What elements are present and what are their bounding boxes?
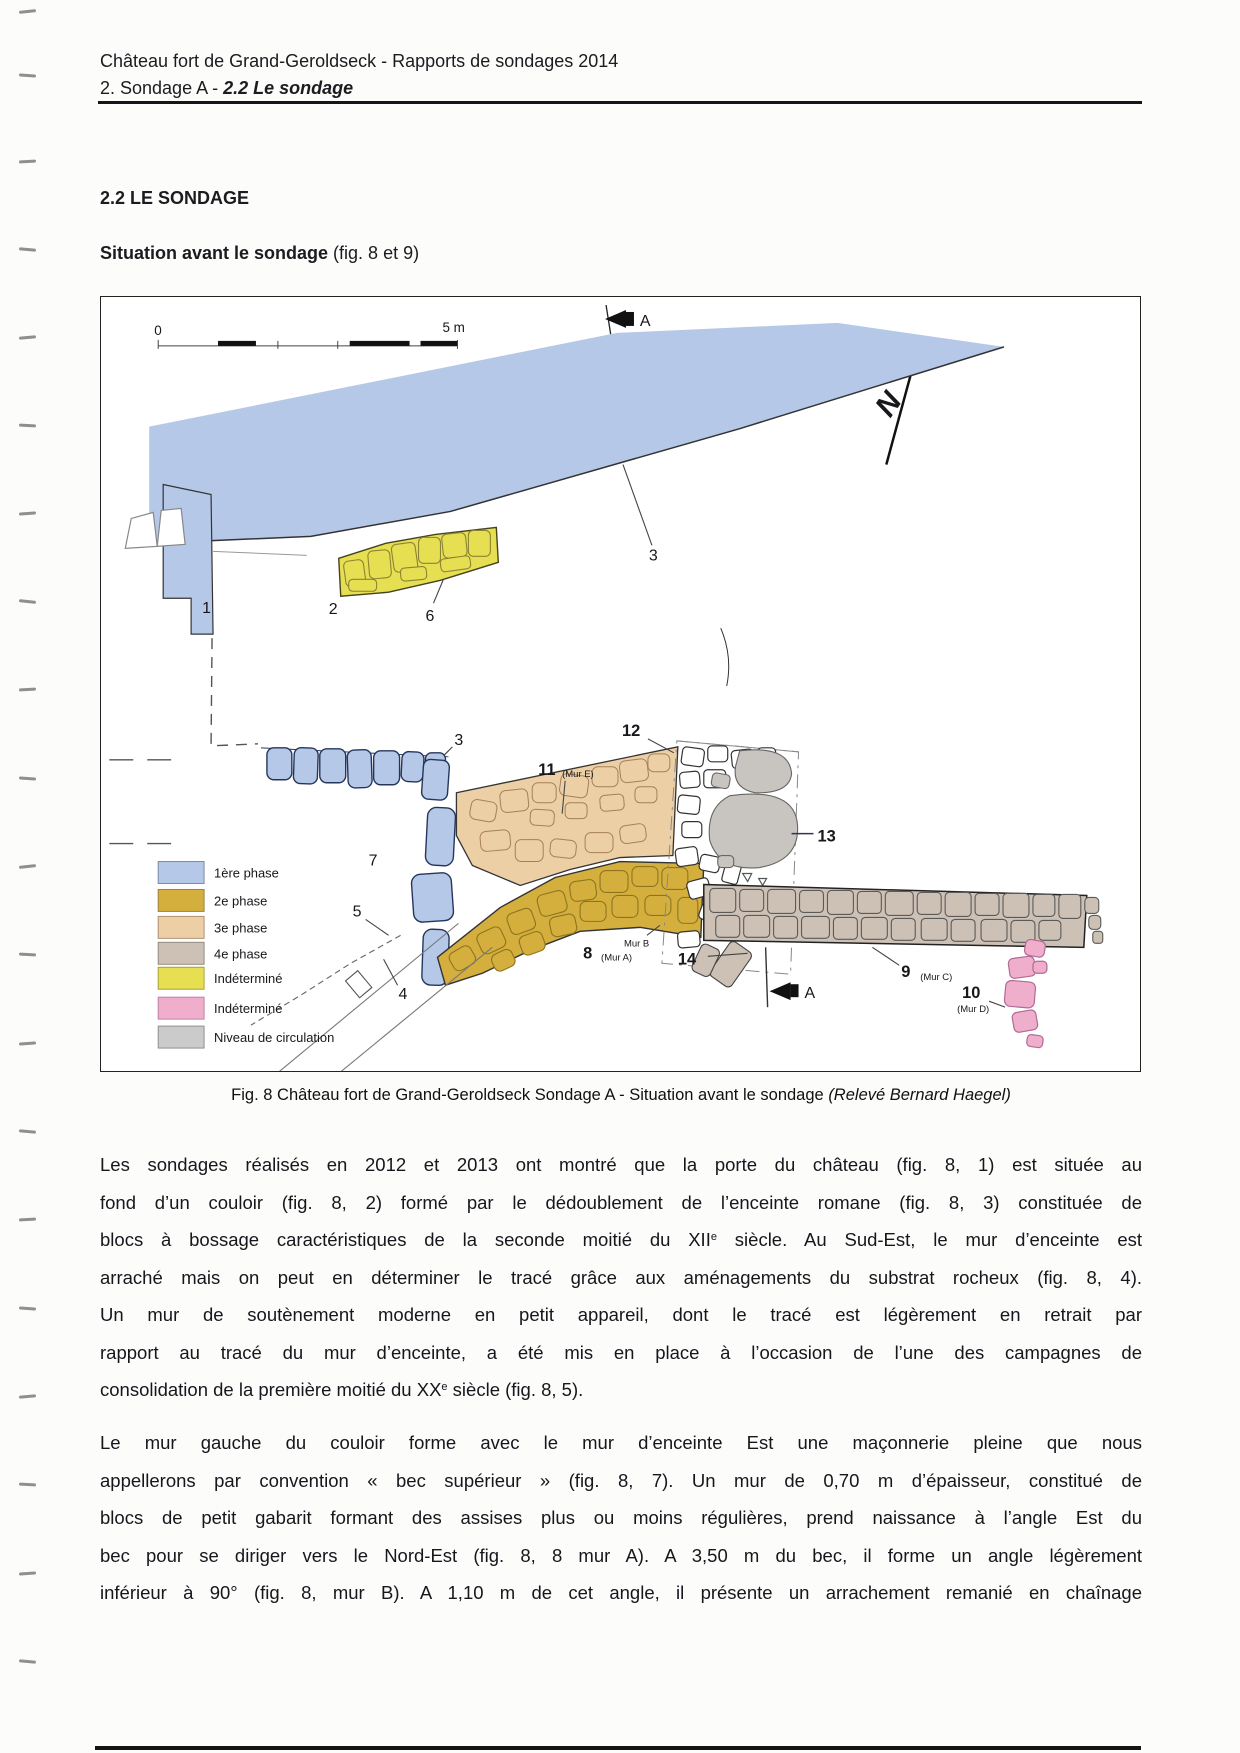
svg-text:N: N — [869, 386, 909, 423]
legend-item — [158, 916, 267, 938]
label-14: 14 — [677, 950, 697, 969]
label-1: 1 — [202, 600, 211, 618]
legend-label: 2e phase — [214, 893, 268, 909]
scan-bottom-edge — [95, 1746, 1141, 1750]
label-mur-b: Mur B — [623, 938, 650, 950]
page-header — [100, 48, 1142, 102]
label-9: 9 — [901, 963, 911, 982]
label-13: 13 — [817, 827, 836, 846]
label-4: 4 — [398, 986, 408, 1004]
legend-swatch-2e — [158, 889, 204, 911]
section-line-fragment — [721, 628, 729, 686]
wall-first-phase-enceinte — [149, 323, 1004, 634]
legend-item — [158, 967, 282, 989]
text-line: Le mur gauche du couloir forme avec le mur d’enceinte Est une maçonnerie pleine que nous — [100, 1432, 1142, 1453]
label-2: 2 — [328, 601, 338, 619]
legend-swatch-1ere — [158, 862, 204, 884]
section-marker-bottom — [766, 947, 816, 1007]
label-3-enceinte: 3 — [648, 547, 658, 565]
wall-face-line — [213, 551, 307, 555]
label-3-bossage: 3 — [454, 731, 464, 749]
legend-item — [158, 997, 282, 1019]
wall-indetermine-yellow — [339, 527, 499, 596]
legend-label: 4e phase — [214, 946, 268, 962]
label-5: 5 — [352, 903, 362, 921]
subsection-heading: Situation avant le sondage (fig. 8 et 9) — [100, 243, 420, 263]
text-line: blocs de petit gabarit formant des assises plus ou moins régulières, prend naissance à l’angle Est du — [100, 1507, 1142, 1528]
label-12: 12 — [621, 721, 641, 740]
paragraph-1 — [100, 1146, 1142, 1409]
header-rule — [98, 101, 1142, 104]
legend-label: 3e phase — [214, 920, 268, 936]
label-mur-a: (Mur A) — [601, 952, 633, 964]
label-mur-c: (Mur C) — [920, 972, 953, 984]
wall-second-phase-mur-a — [437, 862, 703, 986]
legend-swatch-indetermine-jaune — [158, 967, 204, 989]
legend-item — [158, 889, 267, 911]
legend-swatch-4e — [158, 942, 204, 964]
label-mur-d: (Mur D) — [957, 1004, 990, 1016]
label-6: 6 — [425, 608, 435, 626]
breadcrumb: 2. Sondage A - 2.2 Le sondage — [100, 78, 354, 98]
couloir-dashed-limits — [109, 638, 258, 843]
label-mur-e: (Mur E) — [562, 768, 594, 780]
legend-swatch-indetermine-rose — [158, 997, 204, 1019]
figure-caption: Fig. 8 Château fort de Grand-Geroldseck Sondage A - Situation avant le sondage (Relevé Bernard Haegel) — [231, 1086, 1011, 1104]
label-7: 7 — [368, 852, 378, 870]
legend-swatch-3e — [158, 916, 204, 938]
text-line: Un mur de soutènement moderne en petit appareil, dont le tracé est légèrement en retrait par — [100, 1304, 1142, 1325]
caption-credit: (Relevé Bernard Haegel) — [828, 1086, 1011, 1104]
plan-figure — [100, 296, 1141, 1072]
legend-label: Indéterminé — [214, 1001, 283, 1017]
text-line: arraché mais on peut en déterminer le tracé grâce aux aménagements du substrat rocheux (fig. 8, 4). — [100, 1266, 1142, 1288]
text-line: rapport au tracé du mur d’enceinte, a été mis en place à l’occasion de l’une des campagnes de — [100, 1341, 1142, 1363]
plan-svg — [101, 297, 1140, 1071]
label-8: 8 — [583, 944, 593, 963]
report-title: Château fort de Grand-Geroldseck - Rapports de sondages 2014 — [100, 51, 619, 71]
section-label-bottom: A — [804, 985, 816, 1003]
legend-label: 1ère phase — [214, 865, 279, 881]
legend-item — [158, 862, 279, 884]
scale-bar — [154, 320, 465, 349]
text-line: bec pour se diriger vers le Nord-Est (fig. 8, 8 mur A). A 3,50 m du bec, il forme un angle légèrement — [100, 1544, 1142, 1566]
legend-item — [158, 942, 267, 964]
text-line: consolidation de la première moitié du XXe siècle (fig. 8, 5). — [100, 1379, 584, 1400]
paragraph-2 — [100, 1424, 1142, 1612]
scale-max-label: 5 m — [442, 319, 465, 335]
text-line: inférieur à 90° (fig. 8, mur B). A 1,10 m de cet angle, il présente un arrachement remanié en chaînage — [100, 1582, 1142, 1603]
legend-label: Niveau de circulation — [214, 1030, 335, 1046]
text-line: Les sondages réalisés en 2012 et 2013 ont montré que la porte du château (fig. 8, 1) est située au — [100, 1154, 1142, 1175]
legend-swatch-niveau — [158, 1026, 204, 1048]
legend — [158, 862, 334, 1049]
scale-zero-label: 0 — [154, 322, 162, 338]
wall-mur-d-pink — [1004, 939, 1047, 1048]
text-line: appellerons par convention « bec supérieur » (fig. 8, 7). Un mur de 0,70 m d’épaisseur, constitué de — [100, 1469, 1142, 1491]
legend-label: Indéterminé — [214, 971, 283, 987]
label-11: 11 — [538, 760, 556, 779]
legend-item — [158, 1026, 334, 1048]
text-line: blocs à bossage caractéristiques de la seconde moitié du XIIe siècle. Au Sud-Est, le mur d’enceinte est — [100, 1229, 1142, 1250]
section-heading: 2.2 LE SONDAGE — [100, 188, 250, 208]
text-line: fond d’un couloir (fig. 8, 2) formé par le dédoublement de l’enceinte romane (fig. 8, 3) constituée de — [100, 1191, 1142, 1213]
section-label-top: A — [639, 312, 651, 330]
label-10: 10 — [962, 984, 981, 1003]
